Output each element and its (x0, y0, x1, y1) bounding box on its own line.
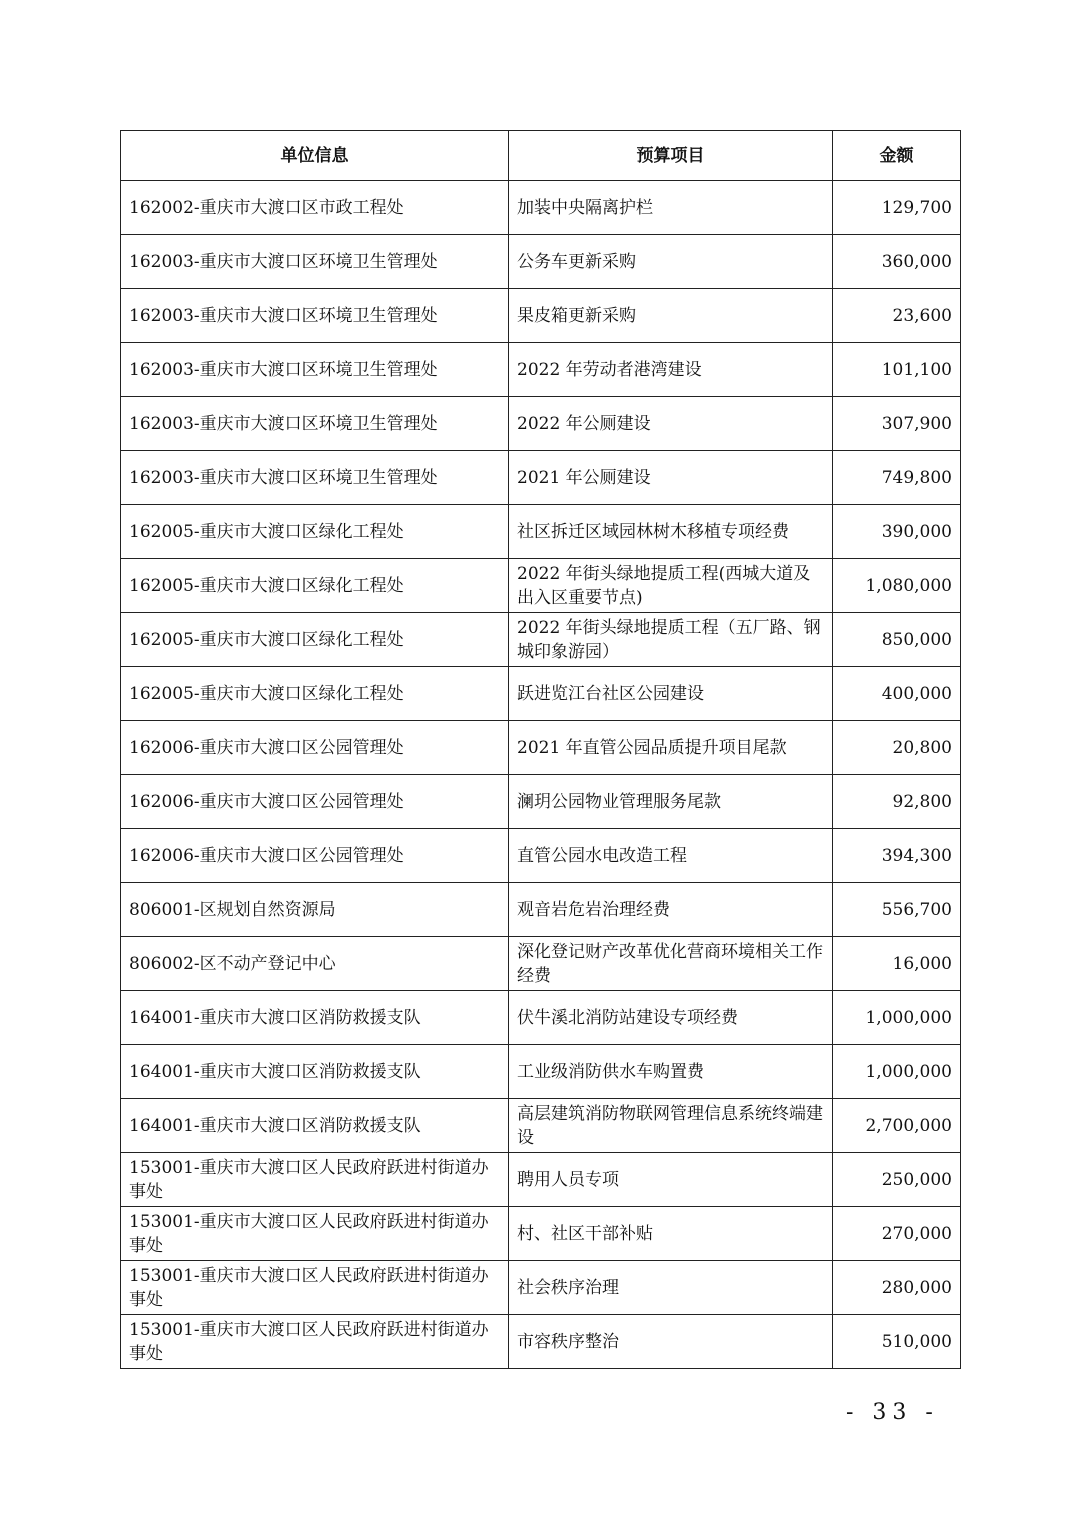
table-row (121, 451, 961, 505)
cell-amount: 850,000 (833, 613, 961, 667)
table-row (121, 613, 961, 667)
cell-amount: 394,300 (833, 829, 961, 883)
cell-budget-project: 2022 年劳动者港湾建设 (509, 343, 833, 397)
cell-amount: 1,000,000 (833, 991, 961, 1045)
table-row (121, 667, 961, 721)
table-row (121, 181, 961, 235)
table-row (121, 937, 961, 991)
cell-unit-info: 162003-重庆市大渡口区环境卫生管理处 (121, 289, 509, 343)
cell-budget-project: 2022 年公厕建设 (509, 397, 833, 451)
cell-unit-info: 162003-重庆市大渡口区环境卫生管理处 (121, 343, 509, 397)
table-row (121, 505, 961, 559)
table-row (121, 721, 961, 775)
cell-amount: 390,000 (833, 505, 961, 559)
cell-unit-info: 806002-区不动产登记中心 (121, 937, 509, 991)
cell-amount: 16,000 (833, 937, 961, 991)
budget-table (120, 130, 961, 1369)
header-unit-info: 单位信息 (121, 131, 509, 181)
header-budget-project: 预算项目 (509, 131, 833, 181)
table-row (121, 343, 961, 397)
cell-amount: 92,800 (833, 775, 961, 829)
cell-amount: 101,100 (833, 343, 961, 397)
cell-amount: 400,000 (833, 667, 961, 721)
cell-amount: 510,000 (833, 1315, 961, 1369)
cell-budget-project: 2022 年街头绿地提质工程（五厂路、钢城印象游园） (509, 613, 833, 667)
cell-amount: 556,700 (833, 883, 961, 937)
cell-budget-project: 公务车更新采购 (509, 235, 833, 289)
table-row (121, 397, 961, 451)
cell-amount: 1,000,000 (833, 1045, 961, 1099)
table-row (121, 1261, 961, 1315)
cell-unit-info: 162005-重庆市大渡口区绿化工程处 (121, 667, 509, 721)
cell-amount: 250,000 (833, 1153, 961, 1207)
cell-amount: 307,900 (833, 397, 961, 451)
cell-amount: 360,000 (833, 235, 961, 289)
cell-unit-info: 153001-重庆市大渡口区人民政府跃进村街道办事处 (121, 1261, 509, 1315)
cell-unit-info: 162006-重庆市大渡口区公园管理处 (121, 721, 509, 775)
cell-budget-project: 2021 年公厕建设 (509, 451, 833, 505)
table-row (121, 235, 961, 289)
cell-budget-project: 跃进览江台社区公园建设 (509, 667, 833, 721)
table-row (121, 1045, 961, 1099)
cell-amount: 749,800 (833, 451, 961, 505)
cell-budget-project: 2021 年直管公园品质提升项目尾款 (509, 721, 833, 775)
cell-unit-info: 162002-重庆市大渡口区市政工程处 (121, 181, 509, 235)
cell-budget-project: 市容秩序整治 (509, 1315, 833, 1369)
cell-budget-project: 观音岩危岩治理经费 (509, 883, 833, 937)
cell-unit-info: 162005-重庆市大渡口区绿化工程处 (121, 613, 509, 667)
table-row (121, 775, 961, 829)
table-row (121, 829, 961, 883)
table-row (121, 1207, 961, 1261)
cell-unit-info: 162006-重庆市大渡口区公园管理处 (121, 775, 509, 829)
table-row (121, 559, 961, 613)
cell-unit-info: 806001-区规划自然资源局 (121, 883, 509, 937)
cell-budget-project: 直管公园水电改造工程 (509, 829, 833, 883)
table-row (121, 1153, 961, 1207)
cell-unit-info: 162003-重庆市大渡口区环境卫生管理处 (121, 235, 509, 289)
cell-unit-info: 164001-重庆市大渡口区消防救援支队 (121, 1045, 509, 1099)
cell-budget-project: 澜玥公园物业管理服务尾款 (509, 775, 833, 829)
header-amount: 金额 (833, 131, 961, 181)
cell-budget-project: 高层建筑消防物联网管理信息系统终端建设 (509, 1099, 833, 1153)
cell-unit-info: 162003-重庆市大渡口区环境卫生管理处 (121, 397, 509, 451)
cell-amount: 280,000 (833, 1261, 961, 1315)
cell-amount: 2,700,000 (833, 1099, 961, 1153)
cell-budget-project: 工业级消防供水车购置费 (509, 1045, 833, 1099)
page-number: - 33 - (846, 1400, 939, 1425)
cell-unit-info: 162003-重庆市大渡口区环境卫生管理处 (121, 451, 509, 505)
table-row (121, 883, 961, 937)
cell-amount: 270,000 (833, 1207, 961, 1261)
table-row (121, 991, 961, 1045)
cell-unit-info: 164001-重庆市大渡口区消防救援支队 (121, 991, 509, 1045)
cell-unit-info: 153001-重庆市大渡口区人民政府跃进村街道办事处 (121, 1207, 509, 1261)
table-row (121, 289, 961, 343)
cell-amount: 20,800 (833, 721, 961, 775)
cell-budget-project: 村、社区干部补贴 (509, 1207, 833, 1261)
cell-unit-info: 162006-重庆市大渡口区公园管理处 (121, 829, 509, 883)
cell-budget-project: 2022 年街头绿地提质工程(西城大道及出入区重要节点) (509, 559, 833, 613)
cell-unit-info: 153001-重庆市大渡口区人民政府跃进村街道办事处 (121, 1153, 509, 1207)
cell-budget-project: 聘用人员专项 (509, 1153, 833, 1207)
table-header-row (121, 131, 961, 181)
cell-budget-project: 伏牛溪北消防站建设专项经费 (509, 991, 833, 1045)
cell-unit-info: 162005-重庆市大渡口区绿化工程处 (121, 559, 509, 613)
cell-unit-info: 153001-重庆市大渡口区人民政府跃进村街道办事处 (121, 1315, 509, 1369)
table-body (121, 181, 961, 1369)
cell-budget-project: 深化登记财产改革优化营商环境相关工作经费 (509, 937, 833, 991)
cell-budget-project: 加装中央隔离护栏 (509, 181, 833, 235)
cell-unit-info: 164001-重庆市大渡口区消防救援支队 (121, 1099, 509, 1153)
cell-amount: 1,080,000 (833, 559, 961, 613)
cell-budget-project: 果皮箱更新采购 (509, 289, 833, 343)
cell-budget-project: 社会秩序治理 (509, 1261, 833, 1315)
table-row (121, 1099, 961, 1153)
cell-budget-project: 社区拆迁区域园林树木移植专项经费 (509, 505, 833, 559)
cell-unit-info: 162005-重庆市大渡口区绿化工程处 (121, 505, 509, 559)
cell-amount: 129,700 (833, 181, 961, 235)
table-row (121, 1315, 961, 1369)
cell-amount: 23,600 (833, 289, 961, 343)
